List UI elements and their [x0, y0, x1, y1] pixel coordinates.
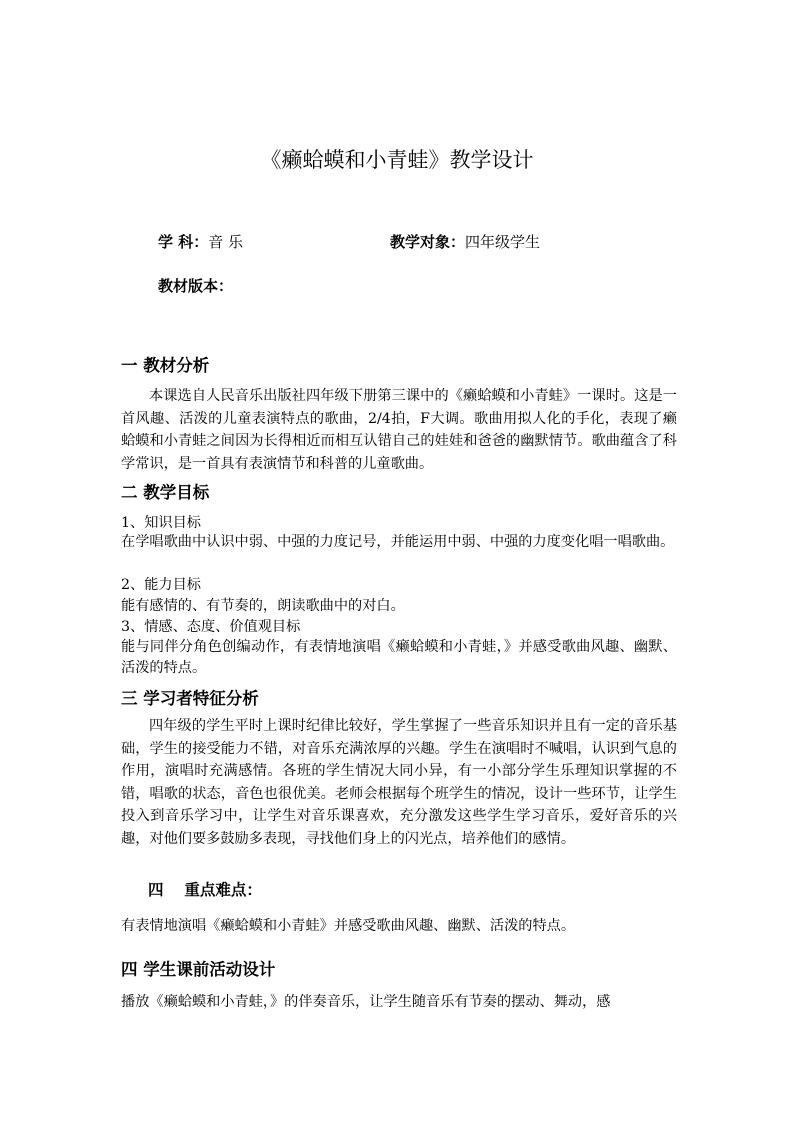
goal-1-title: 1、知识目标 — [121, 515, 201, 531]
meta-audience-row — [390, 232, 540, 252]
section-5-body: 播放《癞蛤蟆和小青蛙，》的伴奏音乐，让学生随音乐有节奏的摆动、舞动，感 — [121, 994, 611, 1010]
goal-2-body: 能有感情的、有节奏的，朗读歌曲中的对白。 — [121, 598, 405, 614]
section-3-body: 四年级的学生平时上课时纪律比较好，学生掌握了一些音乐知识并且有一定的音乐基础，学生的接受能力不错，对音乐充满浓厚的兴趣。学生在演唱时不喊唱，认识到气息的作用，演唱时充满感情。各班的学生情况大同小异，有一小部分学生乐理知识掌握的不错，唱歌的状态，音色也很优美。老师会根据每个班学生的情况，设计一些环节，让学生投入到音乐学习中，让学生对音乐课喜欢，充分激发这些学生学习音乐，爱好音乐的兴趣，对他们要多鼓励多表现，寻找他们身上的闪光点，培养他们的感情。 — [121, 718, 677, 847]
meta-subject-row — [158, 232, 243, 252]
goal-3-title: 3、情感、态度、价值观目标 — [121, 619, 301, 635]
goal-3-body: 能与同伴分角色创编动作，有表情地演唱《癞蛤蟆和小青蛙，》并感受歌曲风趣、幽默、活泼的特点。 — [121, 639, 677, 676]
document-title: 《癞蛤蟆和小青蛙》教学设计 — [260, 148, 534, 172]
goal-1-body: 在学唱歌曲中认识中弱、中强的力度记号，并能运用中弱、中强的力度变化唱一唱歌曲。 — [121, 534, 675, 550]
subject-label: 学 科： — [158, 233, 209, 251]
section-1-body: 本课选自人民音乐出版社四年级下册第三课中的《癞蛤蟆和小青蛙》一课时。这是一首风趣、活泼的儿童表演特点的歌曲，2/4拍，F大调。歌曲用拟人化的手化，表现了癞蛤蟆和小青蛙之间因为长得相近而相互认错自己的娃娃和爸爸的幽默情节。歌曲蕴含了科学常识，是一首具有表演情节和科普的儿童歌曲。 — [121, 388, 677, 472]
audience-value: 四年级学生 — [465, 233, 541, 251]
meta-edition-row — [158, 276, 233, 296]
section-4-heading: 四 重点难点： — [148, 880, 262, 899]
section-5-heading: 四 学生课前活动设计 — [121, 960, 276, 979]
section-4-body: 有表情地演唱《癞蛤蟆和小青蛙》并感受歌曲风趣、幽默、活泼的特点。 — [121, 918, 576, 934]
subject-value: 音 乐 — [208, 233, 244, 251]
goal-2-title: 2、能力目标 — [121, 577, 201, 593]
audience-label: 教学对象： — [390, 233, 466, 251]
section-2-heading: 二 教学目标 — [121, 483, 210, 502]
edition-label: 教材版本： — [158, 277, 234, 295]
section-1-heading: 一 教材分析 — [121, 356, 210, 375]
section-3-heading: 三 学习者特征分析 — [121, 689, 259, 708]
